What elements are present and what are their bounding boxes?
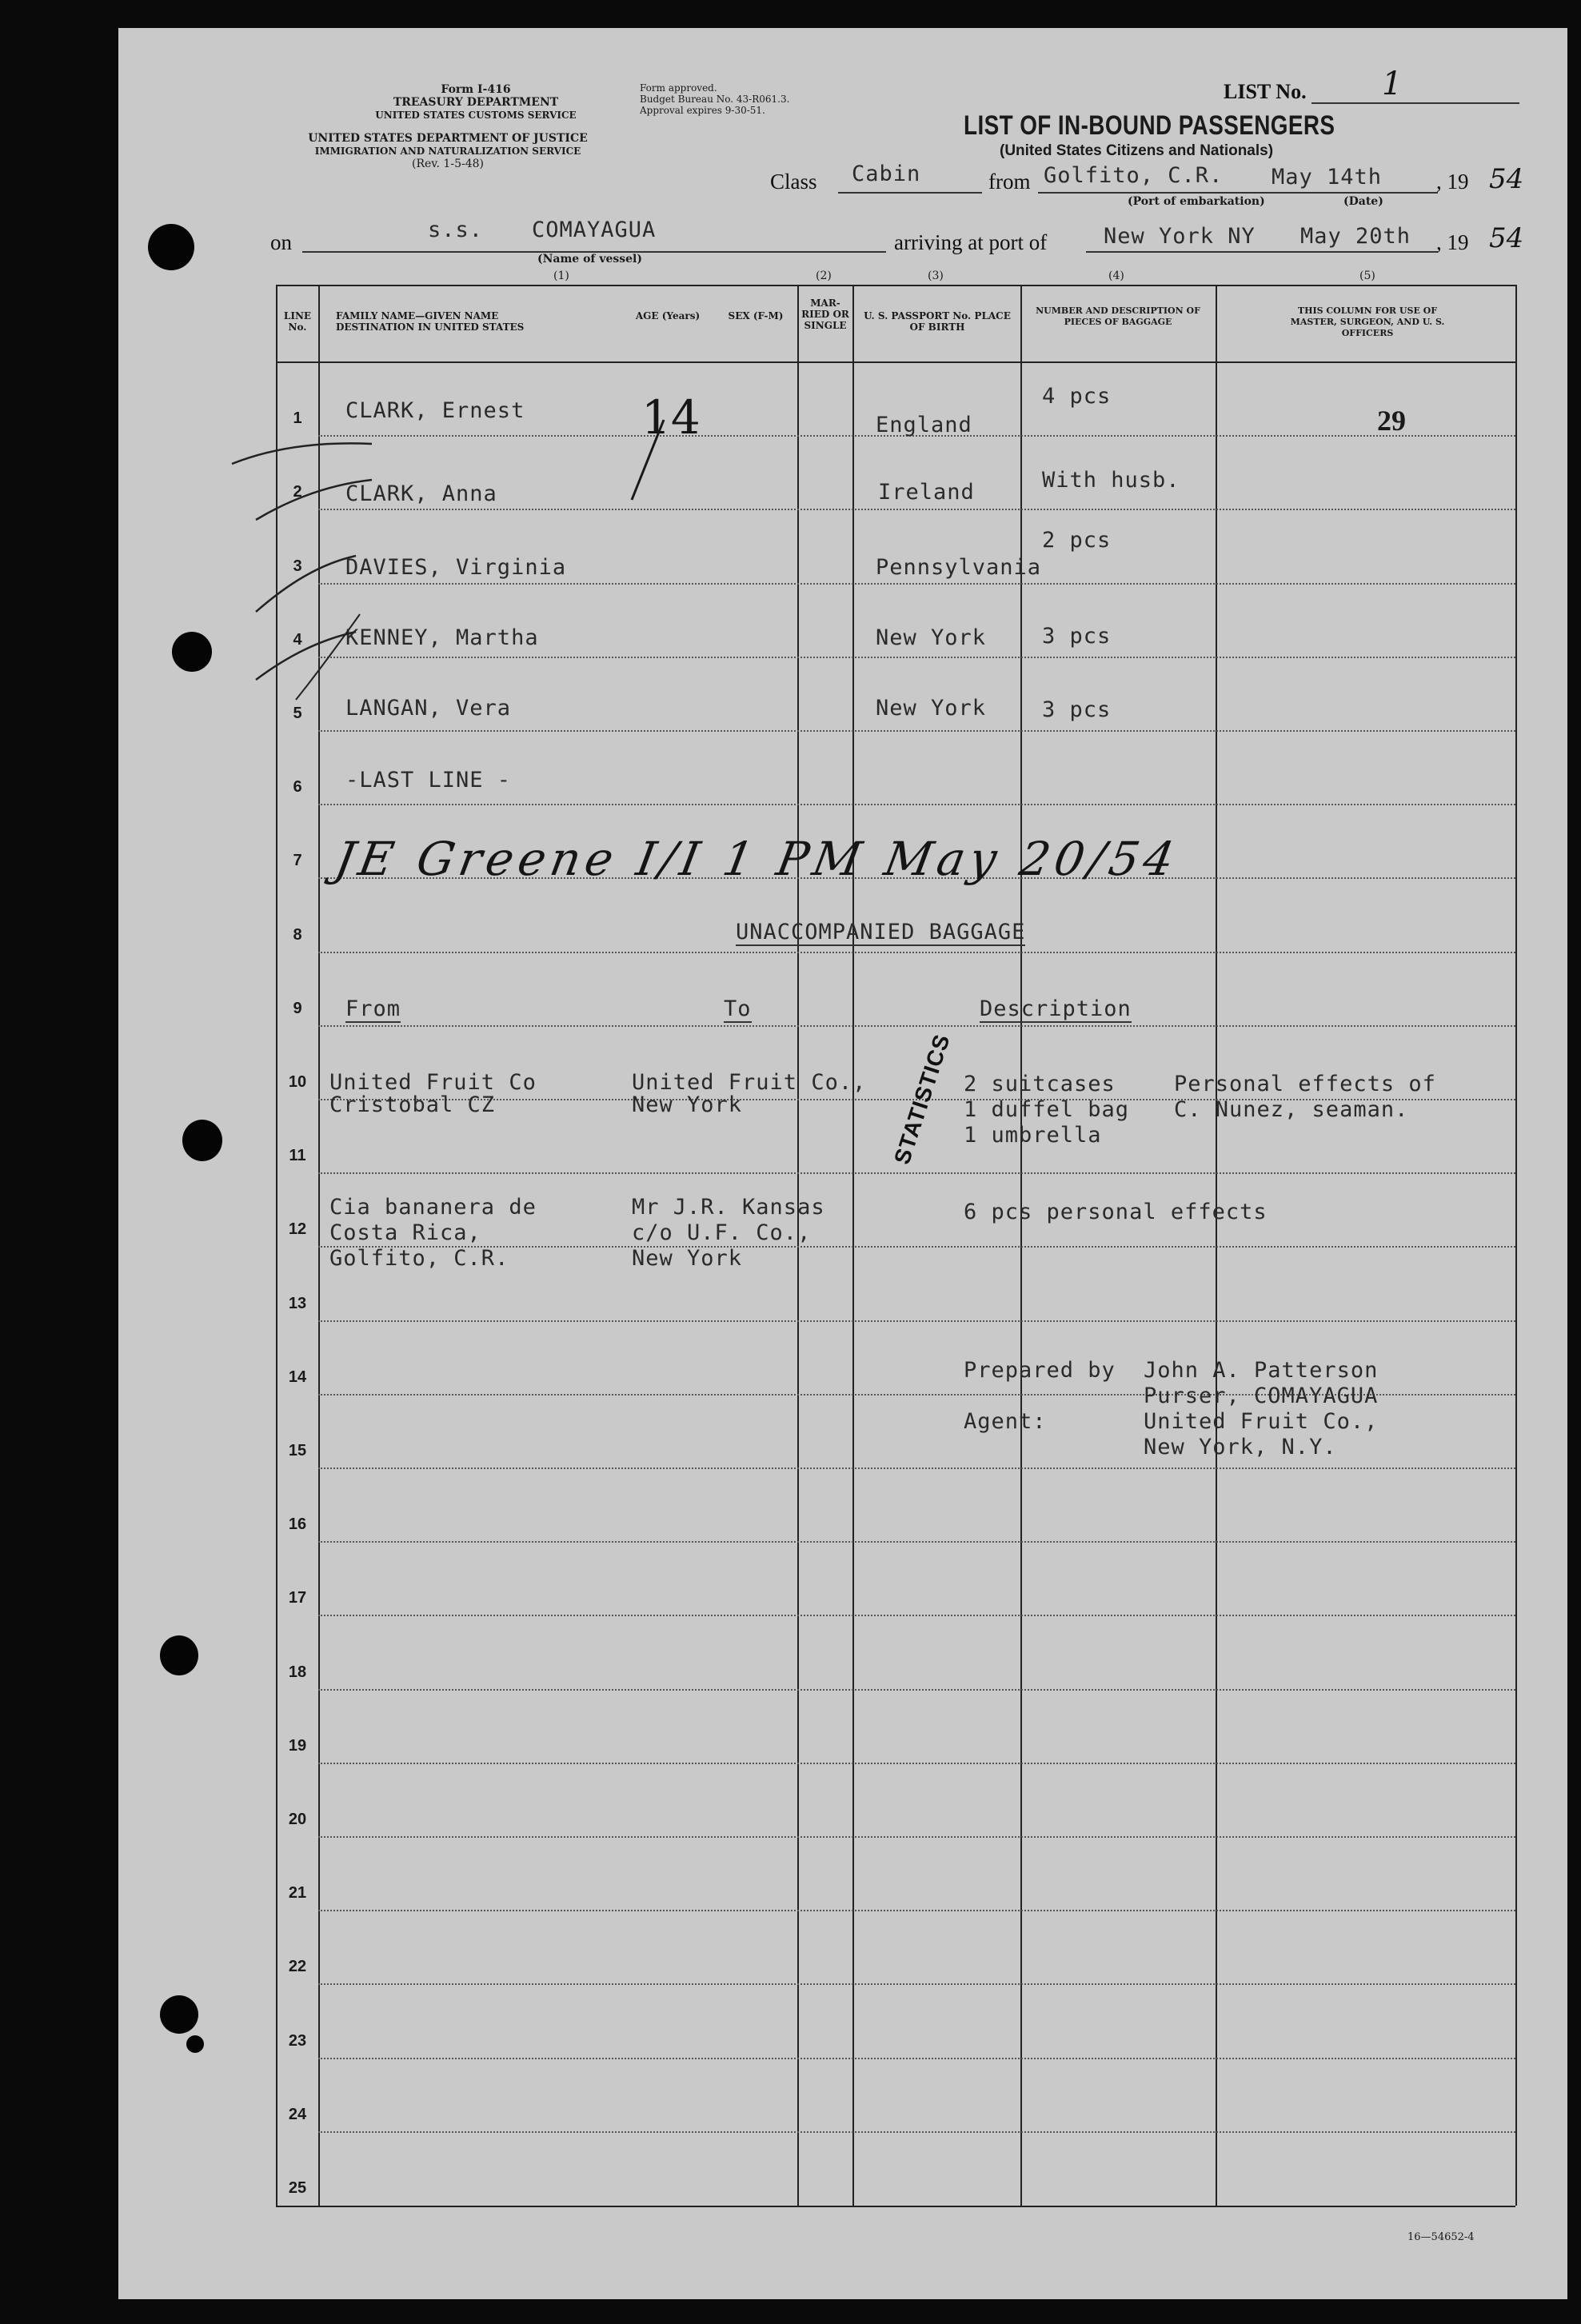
handwritten-inspector-note: JE Greene I/I 1 PM May 20/54 (331, 832, 1184, 886)
col-divider-passport (852, 285, 854, 2206)
budget-bureau: Budget Bureau No. 43-R061.3. (640, 94, 790, 105)
row-divider (318, 1689, 1515, 1691)
class-value: Cabin (852, 162, 921, 186)
form-sheet (118, 28, 1567, 2299)
vessel-caption: (Name of vessel) (537, 253, 642, 266)
vessel-name: COMAYAGUA (532, 218, 657, 242)
row-divider (318, 2058, 1515, 2059)
col-number: (4) (1108, 270, 1124, 282)
agent-city: New York, N.Y. (1144, 1435, 1337, 1459)
col-divider-officers (1216, 285, 1217, 2206)
from-port: Golfito, C.R. (1044, 163, 1224, 188)
punch-hole (160, 1635, 198, 1675)
description-column-label: Description (980, 996, 1132, 1021)
col-header-passport: U. S. PASSPORT No. PLACE OF BIRTH (864, 310, 1011, 333)
class-line (838, 192, 982, 194)
baggage-to-line: c/o U.F. Co., (632, 1220, 812, 1245)
line-number: 17 (288, 1589, 307, 1607)
baggage-to-line: New York (632, 1246, 743, 1271)
row-divider (318, 583, 1515, 585)
line-number: 9 (293, 1000, 302, 1017)
to-column-label: To (724, 996, 752, 1021)
line-number: 24 (288, 2106, 307, 2123)
revision: (Rev. 1-5-48) (412, 158, 484, 170)
from-year-suffix: 54 (1489, 163, 1524, 195)
row-divider (318, 1541, 1515, 1543)
agent-name: United Fruit Co., (1144, 1409, 1379, 1434)
passenger-baggage: 3 pcs (1042, 697, 1112, 722)
line-number: 12 (288, 1220, 307, 1238)
class-label: Class (770, 170, 817, 194)
line-number: 3 (293, 557, 302, 575)
line-number: 6 (293, 778, 302, 796)
passenger-baggage: 4 pcs (1042, 384, 1112, 409)
row-divider (318, 952, 1515, 953)
port-embark-caption: (Port of embarkation) (1128, 195, 1265, 208)
line-number: 10 (288, 1073, 307, 1091)
passenger-name: CLARK, Anna (345, 481, 497, 506)
form-approved: Form approved. (640, 82, 717, 94)
last-line-marker: -LAST LINE - (345, 768, 512, 793)
from-label: from (988, 170, 1031, 194)
from-year-prefix: , 19 (1436, 170, 1469, 194)
table-top-border (276, 285, 1515, 286)
col-number: (2) (816, 270, 832, 282)
row-divider (318, 1025, 1515, 1027)
row-divider (318, 1836, 1515, 1838)
line-number: 5 (293, 705, 302, 722)
unaccompanied-heading: UNACCOMPANIED BAGGAGE (736, 920, 1026, 944)
handwritten-age: 14 (641, 390, 701, 445)
row-divider (318, 730, 1515, 732)
passenger-baggage: 2 pcs (1042, 528, 1112, 553)
baggage-from-line: United Fruit Co (329, 1070, 537, 1095)
vessel-prefix: s.s. (428, 218, 484, 242)
baggage-item: 1 umbrella (964, 1123, 1102, 1148)
line-number: 2 (293, 483, 302, 501)
line-number: 21 (288, 1884, 307, 1902)
row-divider (318, 1172, 1515, 1174)
row-divider (318, 1467, 1515, 1469)
col-header-age: AGE (Years) (635, 310, 701, 321)
passenger-name: LANGAN, Vera (345, 696, 512, 721)
arriving-label: arriving at port of (894, 230, 1048, 254)
line-number: 22 (288, 1958, 307, 1975)
approval-expires: Approval expires 9-30-51. (640, 105, 765, 116)
passenger-name: CLARK, Ernest (345, 398, 525, 423)
punch-hole (186, 2035, 204, 2053)
baggage-note: C. Nunez, seaman. (1174, 1097, 1409, 1122)
passenger-birthplace: Pennsylvania (876, 555, 1042, 580)
col-divider-married (797, 285, 799, 2206)
passenger-birthplace: England (876, 413, 972, 437)
treasury-dept: TREASURY DEPARTMENT (393, 96, 559, 109)
col-header-name: FAMILY NAME—GIVEN NAME DESTINATION IN UNITED STATES (336, 310, 525, 333)
col-header-line-no: LINE No. (283, 310, 312, 333)
officer-mark: 29 (1377, 405, 1406, 437)
arrival-year-prefix: , 19 (1436, 230, 1469, 254)
passenger-birthplace: Ireland (878, 480, 975, 505)
line-number: 14 (288, 1368, 307, 1386)
on-label: on (270, 230, 292, 254)
passenger-baggage: 3 pcs (1042, 624, 1112, 649)
row-divider (318, 509, 1515, 510)
prepared-by-label: Prepared by (964, 1358, 1116, 1383)
passenger-birthplace: New York (876, 696, 987, 721)
col-header-married: MAR-RIED OR SINGLE (801, 297, 849, 331)
baggage-to-line: Mr J.R. Kansas (632, 1195, 825, 1220)
form-number: Form I-416 (441, 83, 511, 96)
date-caption: (Date) (1343, 195, 1383, 208)
line-number: 1 (293, 409, 302, 427)
arrival-line (1086, 251, 1438, 253)
row-divider (318, 657, 1515, 658)
line-number: 23 (288, 2032, 307, 2050)
baggage-note: Personal effects of (1174, 1072, 1436, 1096)
row-divider (318, 1320, 1515, 1322)
table-header-border (276, 361, 1515, 363)
prepared-by-name: John A. Patterson (1144, 1358, 1379, 1383)
row-divider (318, 2131, 1515, 2133)
col-number: (1) (553, 270, 569, 282)
prepared-by-title: Purser, COMAYAGUA (1144, 1384, 1379, 1408)
row-divider (318, 804, 1515, 805)
line-number: 7 (293, 852, 302, 869)
list-no-label: LIST No. (1224, 80, 1307, 103)
baggage-item: 2 suitcases (964, 1072, 1116, 1096)
line-number: 8 (293, 926, 302, 944)
table-bottom-border (276, 2206, 1515, 2207)
line-number: 20 (288, 1811, 307, 1828)
col-header-sex: SEX (F-M) (728, 310, 784, 321)
punch-hole (172, 632, 212, 672)
passenger-name: DAVIES, Virginia (345, 555, 567, 580)
row-divider (318, 1910, 1515, 1911)
punch-hole (148, 224, 194, 270)
col-number: (5) (1359, 270, 1375, 282)
line-number: 11 (289, 1147, 306, 1164)
line-number: 13 (288, 1295, 307, 1312)
list-no-line (1312, 102, 1519, 104)
check-marks (224, 400, 384, 736)
col-number: (3) (928, 270, 944, 282)
passenger-baggage: With husb. (1042, 468, 1180, 493)
arrival-date: May 20th (1300, 224, 1411, 249)
list-no-value: 1 (1382, 66, 1403, 102)
punch-hole (160, 1995, 198, 2034)
row-divider (318, 1983, 1515, 1985)
footer-code: 16—54652-4 (1407, 2231, 1475, 2243)
passenger-birthplace: New York (876, 625, 987, 650)
table-right-border (1515, 285, 1517, 2206)
from-line (1038, 192, 1438, 194)
baggage-from-line: Cristobal CZ (329, 1092, 496, 1117)
row-divider (318, 1763, 1515, 1764)
line-number: 18 (288, 1663, 307, 1681)
from-column-label: From (345, 996, 401, 1021)
from-date: May 14th (1272, 165, 1383, 190)
baggage-from-line: Cia bananera de (329, 1195, 537, 1220)
baggage-item: 1 duffel bag (964, 1097, 1130, 1122)
arrival-year-suffix: 54 (1489, 222, 1524, 254)
baggage-to-line: United Fruit Co., (632, 1070, 867, 1095)
col-header-baggage: NUMBER AND DESCRIPTION OF PIECES OF BAGGAGE (1036, 305, 1200, 327)
passenger-name: KENNEY, Martha (345, 625, 539, 650)
agent-label: Agent: (964, 1409, 1047, 1434)
page-subtitle: (United States Citizens and Nationals) (1000, 142, 1274, 159)
baggage-item: 6 pcs personal effects (964, 1200, 1268, 1224)
customs-service: UNITED STATES CUSTOMS SERVICE (375, 110, 577, 121)
statistics-stamp: STATISTICS (889, 1031, 955, 1168)
justice-dept: UNITED STATES DEPARTMENT OF JUSTICE (308, 132, 588, 145)
punch-hole (182, 1120, 222, 1161)
line-number: 19 (288, 1737, 307, 1755)
col-header-officers: THIS COLUMN FOR USE OF MASTER, SURGEON, AND U. S. OFFICERS (1290, 305, 1445, 338)
page-title: LIST OF IN-BOUND PASSENGERS (964, 110, 1335, 141)
arrival-port: New York NY (1104, 224, 1256, 249)
row-divider (318, 1615, 1515, 1616)
baggage-to-line: New York (632, 1092, 743, 1117)
ins-service: IMMIGRATION AND NATURALIZATION SERVICE (314, 146, 581, 157)
line-number: 25 (288, 2179, 307, 2197)
age-stroke (624, 416, 672, 504)
baggage-from-line: Costa Rica, (329, 1220, 481, 1245)
baggage-from-line: Golfito, C.R. (329, 1246, 509, 1271)
line-number: 4 (293, 631, 302, 649)
line-number: 15 (288, 1442, 307, 1459)
line-number: 16 (288, 1515, 307, 1533)
